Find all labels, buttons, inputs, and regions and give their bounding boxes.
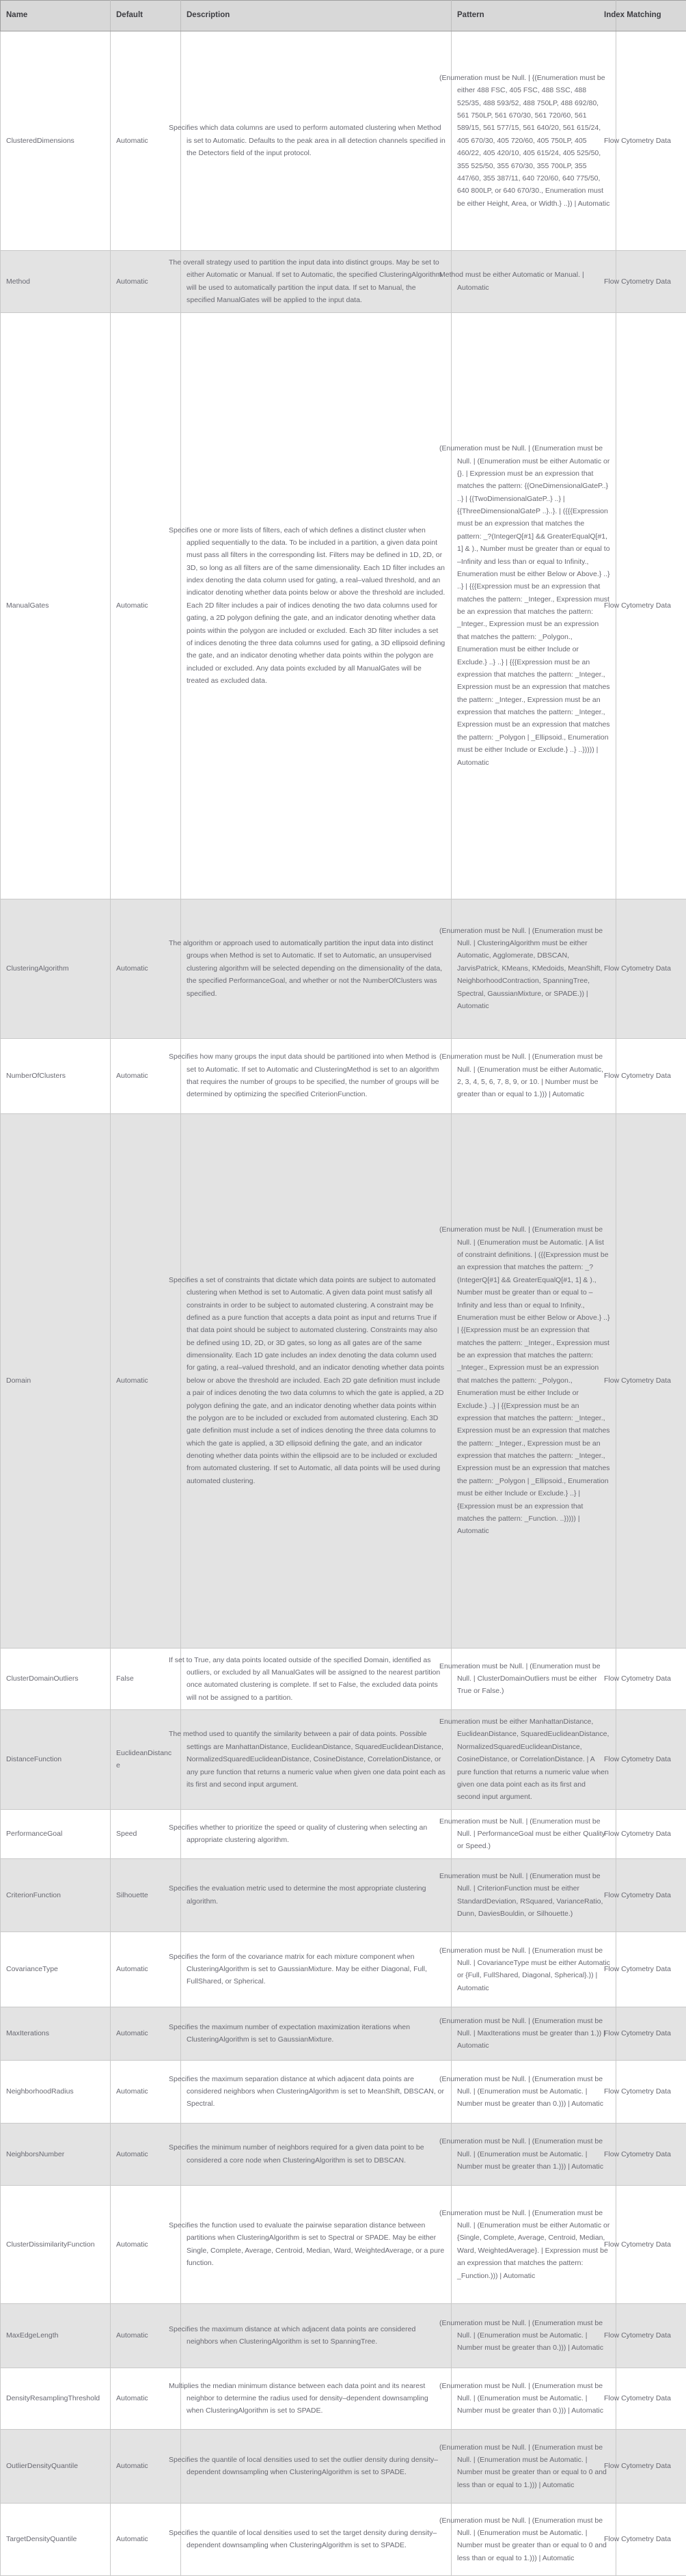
table-row <box>1 312 686 899</box>
table-row <box>1 2060 686 2123</box>
description-cell: The method used to quantify the similarity between a pair of data points. Possible settings are ManhattanDistance, EuclideanDistance, SquaredEuclideanDistance, NormalizedSquaredEuclideanDistance, CosineDistance, CorrelationDistance, or any pure function that returns a numeric value when given one data point each as its first and second input argument. <box>181 1710 452 1810</box>
description-cell: Specifies the maximum distance at which adjacent data points are considered neighbors when ClusteringAlgorithm is set to SpanningTree. <box>181 2303 452 2368</box>
index-matching-cell: Flow Cytometry Data <box>616 2060 686 2123</box>
default-value-cell: Automatic <box>111 2060 181 2123</box>
table-row <box>1 2303 686 2368</box>
parameter-name-cell: ClusterDomainOutliers <box>1 1648 111 1710</box>
default-value-cell: Automatic <box>111 1038 181 1113</box>
parameter-name-cell: Domain <box>1 1113 111 1648</box>
table-row <box>1 2503 686 2575</box>
parameter-name-cell: PerformanceGoal <box>1 1809 111 1858</box>
table-row <box>1 2007 686 2060</box>
pattern-cell: Enumeration must be Null. | (Enumeration must be Null. | ClusterDomainOutliers must be either True or False.) <box>452 1648 616 1710</box>
index-matching-cell: Flow Cytometry Data <box>616 1038 686 1113</box>
description-cell: Specifies the function used to evaluate the pairwise separation distance between partitions when ClusteringAlgorithm is set to Spectral or SPADE. May be either Single, Complete, Average, Centroid, Median, Ward, WeightedAverage, or a pure function. <box>181 2185 452 2303</box>
description-cell: Specifies the form of the covariance matrix for each mixture component when ClusteringAlgorithm is set to GaussianMixture. May be either Diagonal, Full, FullShared, or Spherical. <box>181 1931 452 2007</box>
parameter-name-cell: Method <box>1 251 111 313</box>
table-row <box>1 251 686 313</box>
parameter-name-cell: NeighborsNumber <box>1 2123 111 2185</box>
table-row <box>1 2123 686 2185</box>
table-header-row <box>1 1 686 31</box>
pattern-cell: (Enumeration must be Null. | (Enumeration must be Null. | (Enumeration must be Automatic. | Number must be greater than 0.))) | Automatic <box>452 2060 616 2123</box>
default-value-cell: Automatic <box>111 2007 181 2060</box>
description-cell: Specifies the minimum number of neighbors required for a given data point to be considered a core node when ClusteringAlgorithm is set to DBSCAN. <box>181 2123 452 2185</box>
parameter-name-cell: ClusteredDimensions <box>1 31 111 251</box>
default-value-cell: Automatic <box>111 899 181 1038</box>
index-matching-cell: Flow Cytometry Data <box>616 2503 686 2575</box>
index-matching-cell: Flow Cytometry Data <box>616 2185 686 2303</box>
default-value-cell: Automatic <box>111 251 181 313</box>
parameter-name-cell: NumberOfClusters <box>1 1038 111 1113</box>
table-row <box>1 1809 686 1858</box>
index-matching-cell: Flow Cytometry Data <box>616 1113 686 1648</box>
index-matching-cell: Flow Cytometry Data <box>616 1648 686 1710</box>
table-row <box>1 899 686 1038</box>
default-value-cell: Automatic <box>111 1931 181 2007</box>
default-value-cell: Automatic <box>111 312 181 899</box>
column-header-description: Description <box>181 1 452 31</box>
index-matching-cell: Flow Cytometry Data <box>616 1931 686 2007</box>
table-row <box>1 2368 686 2429</box>
index-matching-cell: Flow Cytometry Data <box>616 2368 686 2429</box>
table-row <box>1 1648 686 1710</box>
parameter-name-cell: ManualGates <box>1 312 111 899</box>
description-cell: The algorithm or approach used to automatically partition the input data into distinct groups when Method is set to Automatic. If set to Automatic, an unsupervised clustering algorithm will be selected depending on the dimensionality of the data, the specified PerformanceGoal, and whether or not the NumberOfClusters was specified. <box>181 899 452 1038</box>
pattern-cell: (Enumeration must be Null. | (Enumeration must be Null. | (Enumeration must be Automatic. | Number must be greater than 1.))) | Automatic <box>452 2123 616 2185</box>
default-value-cell: Automatic <box>111 2503 181 2575</box>
pattern-cell: Enumeration must be either ManhattanDistance, EuclideanDistance, SquaredEuclideanDistance, NormalizedSquaredEuclideanDistance, CosineDistance, or CorrelationDistance. | A pure function that returns a numeric value when given one data point each as its first and second input argument. <box>452 1710 616 1810</box>
table-row <box>1 31 686 251</box>
description-cell: Multiplies the median minimum distance between each data point and its nearest neighbor to determine the radius used for density–dependent downsampling when ClusteringAlgorithm is set to SPADE. <box>181 2368 452 2429</box>
table-row <box>1 1038 686 1113</box>
description-cell: Specifies the maximum number of expectation maximization iterations when ClusteringAlgorithm is set to GaussianMixture. <box>181 2007 452 2060</box>
default-value-cell: Automatic <box>111 2185 181 2303</box>
default-value-cell: EuclideanDistance <box>111 1710 181 1810</box>
default-value-cell: Automatic <box>111 2429 181 2503</box>
description-cell: Specifies the quantile of local densities used to set the outlier density during density–dependent downsampling when ClusteringAlgorithm is set to SPADE. <box>181 2429 452 2503</box>
description-cell: If set to True, any data points located outside of the specified Domain, identified as outliers, or excluded by all ManualGates will be assigned to the nearest partition once automated clustering is complete. If set to False, the excluded data points will not be assigned to a partition. <box>181 1648 452 1710</box>
column-header-name: Name <box>1 1 111 31</box>
pattern-cell: (Enumeration must be Null. | (Enumeration must be Null. | (Enumeration must be Automatic. | A list of constraint definitions. | ({{Expression must be an expression that matches the pattern: _?(IntegerQ[#1] && GreaterEqualQ[#1, 1] & )., Number must be greater than or equal to –Infinity and less than or equal to Infinity., Enumeration must be either Below or Above.} ..} | {{Expression must be an expression that matches the pattern: _Integer., Expression must be an expression that matches the pattern: _Integer., Expression must be an expression that matches the pattern: _Polygon., Enumeration must be either Include or Exclude.} ..} | {{Expression must be an expression that matches the pattern: _Integer., Expression must be an expression that matches the pattern: _Integer., Expression must be an expression that matches the pattern: _Integer., Expression must be an expression that matches the pattern: _Polygon | _Ellipsoid., Enumeration must be either Include or Exclude.} ..} | {Expression must be an expression that matches the pattern: _Function. ..})))) | Automatic <box>452 1113 616 1648</box>
index-matching-cell: Flow Cytometry Data <box>616 1809 686 1858</box>
pattern-cell: Enumeration must be Null. | (Enumeration must be Null. | CriterionFunction must be either StandardDeviation, RSquared, VarianceRatio, Dunn, DaviesBouldin, or Silhouette.) <box>452 1858 616 1931</box>
table-row <box>1 1931 686 2007</box>
index-matching-cell: Flow Cytometry Data <box>616 2007 686 2060</box>
table-row <box>1 1113 686 1648</box>
pattern-cell: (Enumeration must be Null. | (Enumeration must be Null. | ClusteringAlgorithm must be either Automatic, Agglomerate, DBSCAN, JarvisPatrick, KMeans, KMedoids, MeanShift, NeighborhoodContraction, SpanningTree, Spectral, GaussianMixture, or SPADE.)) | Automatic <box>452 899 616 1038</box>
parameter-name-cell: CovarianceType <box>1 1931 111 2007</box>
default-value-cell: Automatic <box>111 31 181 251</box>
pattern-cell: (Enumeration must be Null. | (Enumeration must be Null. | (Enumeration must be Automatic. | Number must be greater than 0.))) | Automatic <box>452 2368 616 2429</box>
parameter-name-cell: ClusterDissimilarityFunction <box>1 2185 111 2303</box>
index-matching-cell: Flow Cytometry Data <box>616 312 686 899</box>
parameter-name-cell: DistanceFunction <box>1 1710 111 1810</box>
parameter-name-cell: MaxEdgeLength <box>1 2303 111 2368</box>
index-matching-cell: Flow Cytometry Data <box>616 2429 686 2503</box>
index-matching-cell: Flow Cytometry Data <box>616 251 686 313</box>
description-cell: The overall strategy used to partition the input data into distinct groups. May be set to either Automatic or Manual. If set to Automatic, the specified ClusteringAlgorithm will be used to automatically partition the input data. If set to Manual, the specified ManualGates will be applied to the input data. <box>181 251 452 313</box>
table-row <box>1 2429 686 2503</box>
pattern-cell: (Enumeration must be Null. | (Enumeration must be Null. | CovarianceType must be either Automatic or {Full, FullShared, Diagonal, Spherical}.)) | Automatic <box>452 1931 616 2007</box>
parameter-name-cell: NeighborhoodRadius <box>1 2060 111 2123</box>
index-matching-cell: Flow Cytometry Data <box>616 2303 686 2368</box>
index-matching-cell: Flow Cytometry Data <box>616 1858 686 1931</box>
description-cell: Specifies one or more lists of filters, each of which defines a distinct cluster when applied sequentially to the data. To be included in a partition, a given data point must pass all filters in the corresponding list. Filters may be defined in 1D, 2D, or 3D, so long as all filters are of the same dimensionality. Each 1D filter includes an index denoting the data column used for gating, a real–valued threshold, and an indicator denoting whether data points below or above the threshold are included. Each 2D filter includes a pair of indices denoting the two data columns used for gating, a 2D polygon defining the gate, and an indicator denoting whether data points within the polygon are included or excluded. Each 3D filter includes a set of indices denoting the three data columns used for gating, a 3D ellipsoid defining the gate, and an indicator denoting whether data points within the polygon are included or excluded. Any data points excluded by all ManualGates will be treated as excluded data. <box>181 312 452 899</box>
pattern-cell: (Enumeration must be Null. | (Enumeration must be Null. | (Enumeration must be either Automatic or {}. | Expression must be an expression that matches the pattern: {{OneDimensionalGateP..} ..} | {{TwoDimensionalGateP..} ..} | {{ThreeDimensionalGateP ..}..}. | ({{{Expression must be an expression that matches the pattern: _?(IntegerQ[#1] && GreaterEqualQ[#1, 1] & )., Number must be greater than or equal to –Infinity and less than or equal to Infinity., Enumeration must be either Below or Above.} ..} ..} | {{{Expression must be an expression that matches the pattern: _Integer., Expression must be an expression that matches the pattern: _Integer., Expression must be an expression that matches the pattern: _Polygon., Enumeration must be either Include or Exclude.} ..} ..} | {{{Expression must be an expression that matches the pattern: _Integer., Expression must be an expression that matches the pattern: _Integer., Expression must be an expression that matches the pattern: _Integer., Expression must be an expression that matches the pattern: _Polygon | _Ellipsoid., Enumeration must be either Include or Exclude.} ..} ..})))) | Automatic <box>452 312 616 899</box>
default-value-cell: Automatic <box>111 2123 181 2185</box>
column-header-pattern: Pattern <box>452 1 616 31</box>
description-cell: Specifies which data columns are used to perform automated clustering when Method is set to Automatic. Defaults to the peak area in all detection channels specified in the Detectors field of the input protocol. <box>181 31 452 251</box>
pattern-cell: (Enumeration must be Null. | (Enumeration must be Null. | (Enumeration must be either Automatic, 2, 3, 4, 5, 6, 7, 8, 9, or 10. | Number must be greater than or equal to 1.))) | Automatic <box>452 1038 616 1113</box>
parameter-name-cell: TargetDensityQuantile <box>1 2503 111 2575</box>
description-cell: Specifies the evaluation metric used to determine the most appropriate clustering algorithm. <box>181 1858 452 1931</box>
pattern-cell: Enumeration must be Null. | (Enumeration must be Null. | PerformanceGoal must be either Quality or Speed.) <box>452 1809 616 1858</box>
column-header-index-matching: Index Matching <box>616 1 686 31</box>
parameter-name-cell: DensityResamplingThreshold <box>1 2368 111 2429</box>
default-value-cell: Silhouette <box>111 1858 181 1931</box>
pattern-cell: (Enumeration must be Null. | {(Enumeration must be either 488 FSC, 405 FSC, 488 SSC, 488 525/35, 488 593/52, 488 750LP, 488 692/80, 561 750LP, 561 670/30, 561 720/60, 561 589/15, 561 577/15, 561 640/20, 561 615/24, 405 670/30, 405 720/60, 405 750LP, 405 460/22, 405 420/10, 405 615/24, 405 525/50, 355 525/50, 355 670/30, 355 700LP, 355 447/60, 355 387/11, 640 720/60, 640 775/50, 640 800LP, or 640 670/30., Enumeration must be either Height, Area, or Width.} ..}) | Automatic <box>452 31 616 251</box>
table-row <box>1 1710 686 1810</box>
index-matching-cell: Flow Cytometry Data <box>616 899 686 1038</box>
default-value-cell: Speed <box>111 1809 181 1858</box>
description-cell: Specifies the maximum separation distance at which adjacent data points are considered neighbors when ClusteringAlgorithm is set to MeanShift, DBSCAN, or Spectral. <box>181 2060 452 2123</box>
index-matching-cell: Flow Cytometry Data <box>616 31 686 251</box>
pattern-cell: Method must be either Automatic or Manual. | Automatic <box>452 251 616 313</box>
index-matching-cell: Flow Cytometry Data <box>616 1710 686 1810</box>
default-value-cell: Automatic <box>111 2368 181 2429</box>
default-value-cell: False <box>111 1648 181 1710</box>
default-value-cell: Automatic <box>111 2303 181 2368</box>
pattern-cell: (Enumeration must be Null. | (Enumeration must be Null. | (Enumeration must be Automatic. | Number must be greater than or equal to 0 and less than or equal to 1.))) | Automatic <box>452 2429 616 2503</box>
index-matching-cell: Flow Cytometry Data <box>616 2123 686 2185</box>
pattern-cell: (Enumeration must be Null. | (Enumeration must be Null. | (Enumeration must be either Automatic or {Single, Complete, Average, Centroid, Median, Ward, WeightedAverage}. | Expression must be an expression that matches the pattern: _Function.))) | Automatic <box>452 2185 616 2303</box>
table-row <box>1 2185 686 2303</box>
parameter-name-cell: OutlierDensityQuantile <box>1 2429 111 2503</box>
pattern-cell: (Enumeration must be Null. | (Enumeration must be Null. | (Enumeration must be Automatic. | Number must be greater than 0.))) | Automatic <box>452 2303 616 2368</box>
description-cell: Specifies the quantile of local densities used to set the target density during density–dependent downsampling when ClusteringAlgorithm is set to SPADE. <box>181 2503 452 2575</box>
description-cell: Specifies whether to prioritize the speed or quality of clustering when selecting an appropriate clustering algorithm. <box>181 1809 452 1858</box>
parameter-name-cell: CriterionFunction <box>1 1858 111 1931</box>
parameter-name-cell: ClusteringAlgorithm <box>1 899 111 1038</box>
description-cell: Specifies a set of constraints that dictate which data points are subject to automated clustering when Method is set to Automatic. A given data point must satisfy all constraints in order to be subject to automated clustering. A constraint may be defined as a pure function that accepts a data point as input and returns True if that data point should be subject to automated clustering. Constraints may also be defined using 1D, 2D, or 3D gates, so long as all gates are of the same dimensionality. Each 1D gate includes an index denoting the data column used for gating, a real–valued threshold, and an indicator denoting whether data points below or above the threshold are included. Each 2D gate definition must include a pair of indices denoting the two data columns to which the gate is applied, a 2D polygon defining the gate, and an indicator denoting whether data points within the polygon are to be included or excluded from automated clustering. Each 3D gate definition must include a set of indices denoting the three data columns to which the gate is applied, a 3D ellipsoid defining the gate, and an indicator denoting whether data points within the ellipsoid are to be included or excluded from automated clustering. If set to Automatic, all data points will be used during automated clustering. <box>181 1113 452 1648</box>
pattern-cell: (Enumeration must be Null. | (Enumeration must be Null. | (Enumeration must be Automatic. | Number must be greater than or equal to 0 and less than or equal to 1.))) | Automatic <box>452 2503 616 2575</box>
parameter-name-cell: MaxIterations <box>1 2007 111 2060</box>
default-value-cell: Automatic <box>111 1113 181 1648</box>
table-row <box>1 1858 686 1931</box>
column-header-default: Default <box>111 1 181 31</box>
description-cell: Specifies how many groups the input data should be partitioned into when Method is set to Automatic. If set to Automatic and ClusteringMethod is set to an algorithm that requires the number of groups to be specified, the number of groups will be determined by optimizing the specified CriterionFunction. <box>181 1038 452 1113</box>
pattern-cell: (Enumeration must be Null. | (Enumeration must be Null. | MaxIterations must be greater than 1.)) | Automatic <box>452 2007 616 2060</box>
